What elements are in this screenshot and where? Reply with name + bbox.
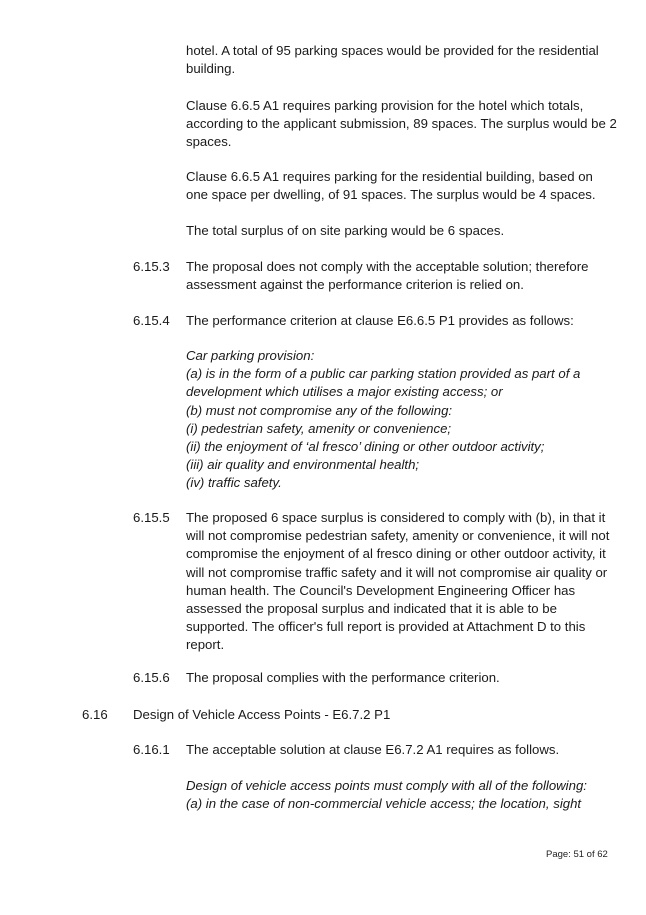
item-text-6-16-1 [186,741,626,759]
text-line: spaces. [186,134,232,150]
text-line: The total surplus of on site parking would be 6 spaces. [186,223,505,238]
item-number: 6.15.6 [133,670,170,685]
paragraph-clause-residential [186,168,626,204]
quote-car-parking-provision [186,347,626,493]
paragraph-hotel-parking [186,42,626,78]
text-line: Clause 6.6.5 A1 requires parking for the residential building, based on [186,169,593,184]
item-text-6-15-5 [186,509,626,655]
section-number: 6.16 [82,707,108,722]
section-title: Design of Vehicle Access Points - E6.7.2 P1 [133,707,391,722]
text-line: will not compromise traffic safety and it will not compromise air quality or [186,564,608,580]
quote-line: (iv) traffic safety. [186,475,282,491]
text-line: assessment against the performance criterion is relied on. [186,277,524,293]
text-line: Clause 6.6.5 A1 requires parking provision for the hotel which totals, [186,98,584,113]
paragraph-clause-hotel [186,97,626,152]
quote-line: (i) pedestrian safety, amenity or convenience; [186,420,452,436]
text-line: supported. The officer's full report is provided at Attachment D to this [186,619,586,635]
quote-line: development which utilises a major existing access; or [186,384,503,400]
quote-line: Car parking provision: [186,348,315,363]
item-text-6-15-4 [186,312,626,330]
quote-line: Design of vehicle access points must comply with all of the following: [186,778,587,793]
item-text-6-15-3 [186,258,626,294]
text-line: The acceptable solution at clause E6.7.2 A1 requires as follows. [186,742,560,757]
quote-vehicle-access [186,777,626,813]
page-number: Page: 51 of 62 [546,849,608,860]
text-line: The proposal complies with the performance criterion. [186,670,500,685]
text-line: The performance criterion at clause E6.6.5 P1 provides as follows: [186,313,574,328]
quote-line: (ii) the enjoyment of ‘al fresco’ dining or other outdoor activity; [186,439,545,455]
item-number: 6.16.1 [133,742,170,757]
text-line: hotel. A total of 95 parking spaces would be provided for the residential [186,43,599,58]
text-line: The proposal does not comply with the acceptable solution; therefore [186,259,589,274]
text-line: The proposed 6 space surplus is considered to comply with (b), in that it [186,510,606,525]
paragraph-total-surplus [186,222,626,240]
text-line: compromise the enjoyment of al fresco dining or other outdoor activity, it [186,546,606,562]
quote-line: (a) is in the form of a public car parking station provided as part of a [186,366,581,382]
item-text-6-15-6 [186,669,626,687]
item-number: 6.15.5 [133,510,170,525]
text-line: human health. The Council's Development Engineering Officer has [186,582,576,598]
text-line: report. [186,637,225,653]
text-line: building. [186,61,236,77]
text-line: will not compromise pedestrian safety, amenity or convenience, it will not [186,528,610,544]
text-line: assessed the proposal surplus and indicated that it is able to be [186,601,557,617]
quote-line: (iii) air quality and environmental health; [186,457,420,473]
quote-line: (b) must not compromise any of the following: [186,402,453,418]
text-line: one space per dwelling, of 91 spaces. The surplus would be 4 spaces. [186,187,596,203]
item-number: 6.15.3 [133,259,170,274]
quote-line: (a) in the case of non-commercial vehicle access; the location, sight [186,796,582,812]
text-line: according to the applicant submission, 89 spaces. The surplus would be 2 [186,116,617,132]
item-number: 6.15.4 [133,313,170,328]
